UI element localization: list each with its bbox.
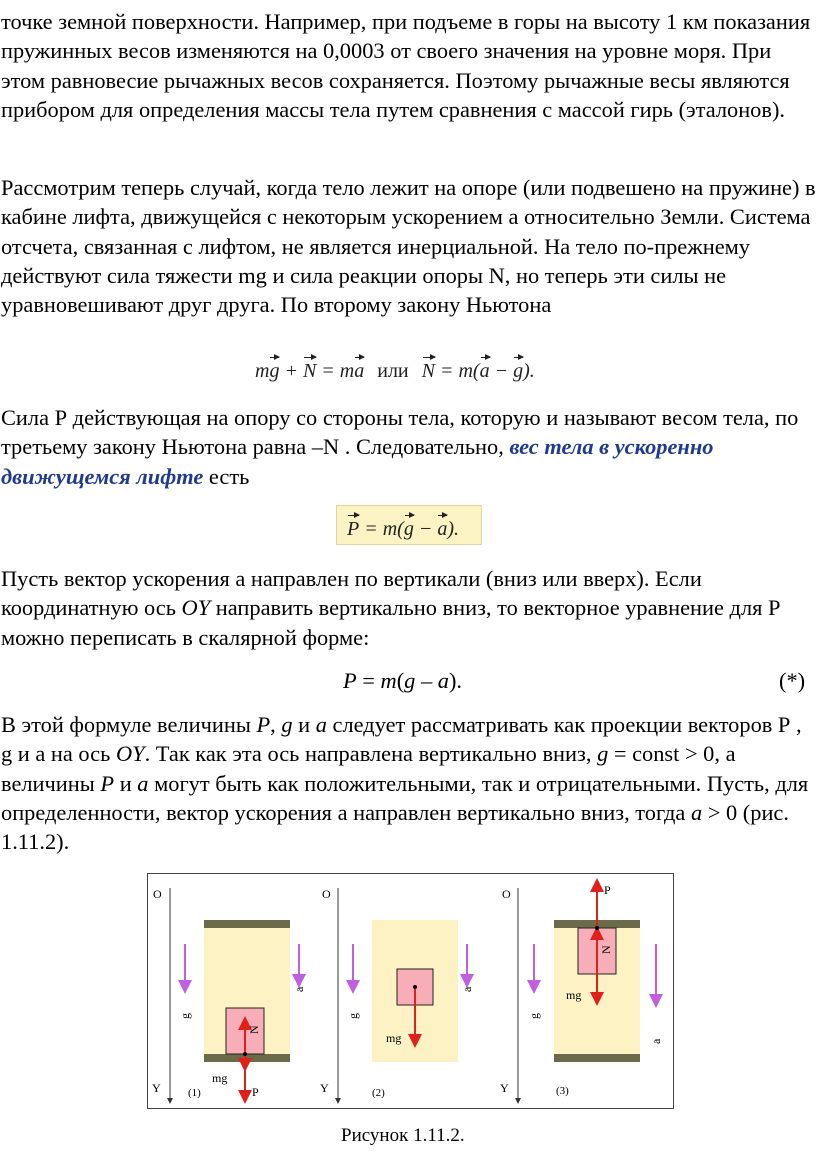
equation-label: (*) (779, 668, 806, 693)
panel-label-2: (2) (372, 1087, 385, 1099)
P-label-1: P (252, 1085, 259, 1099)
panel-label-3: (3) (556, 1085, 569, 1097)
axis-origin-label-2: O (322, 887, 331, 901)
a-label-3: a (649, 1038, 663, 1044)
mg-label-1: mg (212, 1071, 228, 1085)
axis-end-label-2: Y (320, 1081, 329, 1095)
N-label-1: N (247, 1025, 261, 1034)
paragraph-elevator-case: Рассмотрим теперь случай, когда тело лежит на опоре (или подвешено на пружине) в кабине лифта, движущейся с некоторым ускорением а относительно Земли. Система отсчета, связанная с лифтом, не является инерциальной. На тело по-прежнему действуют сила тяжести mg и сила реакции опоры N, но теперь эти силы не уравновешивают друг друга. По второму закону Ньютона (1, 175, 816, 318)
figure-elevator-forces (147, 873, 674, 1109)
cabin-floor-1 (204, 1054, 290, 1062)
panel-2 (320, 887, 474, 1102)
axis-end-label-1: Y (152, 1081, 161, 1095)
panel-1 (152, 887, 306, 1102)
weight-text-a: Сила Р действующая на опору со стороны тела, которую и называют весом тела, по третьему закону Ньютона равна –N . Следовательно, (1, 405, 799, 460)
cabin-ceiling-1 (204, 920, 290, 928)
equation-newton-second-law: mg + N = ma или N = m(a − g). (255, 360, 535, 382)
mg-label-2: mg (386, 1031, 402, 1045)
axis-origin-label-1: O (153, 887, 162, 901)
P-label-3: P (604, 883, 611, 897)
a-label-2: a (460, 986, 474, 992)
weight-highlight: вес тела в ускоренно движущемся лифте (1, 434, 714, 489)
paragraph-projections: В этой формуле величины P, g и a следует рассматривать как проекции векторов Р , g и а на ось OY. Так как эта ось направлена вертикально вниз, g = const > 0, а величины P и a могут быть как положительными, так и отрицательными. Пусть, для определенности, вектор ускорения а направлен вертикально вниз, тогда a > 0 (рис. 1.11.2). (1, 712, 809, 855)
g-label-1: g (178, 1013, 192, 1019)
cabin-floor-3 (554, 1054, 640, 1062)
equation-weight-box: P = m(g − a). (336, 505, 482, 545)
center-point-2 (413, 985, 417, 989)
mg-label-3: mg (566, 988, 582, 1002)
weight-text-c: есть (203, 463, 250, 489)
equation-scalar: P = m(g – a). (343, 668, 463, 693)
panel-label-1: (1) (188, 1087, 201, 1099)
N-label-3: N (599, 945, 613, 954)
contact-point-3 (595, 926, 599, 930)
contact-point-1 (243, 1052, 247, 1056)
paragraph-weight-definition (1, 403, 816, 491)
a-label-1: a (292, 986, 306, 992)
g-label-3: g (527, 1013, 541, 1019)
paragraph-scale-comparison: точке земной поверхности. Например, при подъеме в горы на высоту 1 км показания пружинных весов изменяются на 0,0003 от своего значения на уровне моря. При этом равновесие рычажных весов сохраняется. Поэтому рычажные весы являются прибором для определения массы тела путем сравнения с массой гирь (эталонов). (1, 9, 811, 122)
figure-svg (148, 874, 673, 1108)
g-label-2: g (346, 1013, 360, 1019)
panel-3 (500, 882, 663, 1102)
figure-caption: Рисунок 1.11.2. (341, 1125, 465, 1146)
axis-end-label-3: Y (500, 1081, 509, 1095)
axis-origin-label-3: O (502, 887, 511, 901)
paragraph-scalar-form: Пусть вектор ускорения а направлен по вертикали (вниз или вверх). Если координатную ось OY направить вертикально вниз, то векторное уравнение для Р можно переписать в скалярной форме: (1, 566, 781, 650)
